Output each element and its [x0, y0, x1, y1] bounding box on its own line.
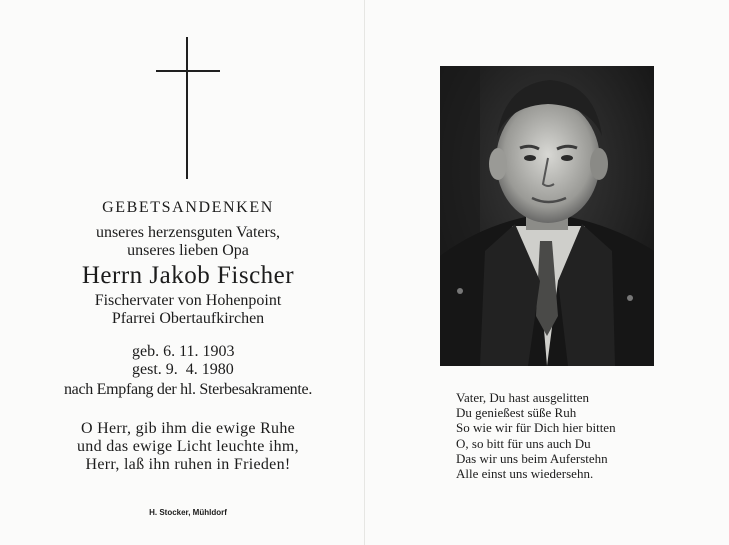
- deceased-name: Herrn Jakob Fischer: [81, 262, 295, 289]
- cross-icon: [156, 37, 220, 179]
- poem-line: So wie wir für Dich hier bitten: [456, 420, 616, 436]
- portrait-icon: [440, 66, 654, 366]
- left-panel: [20, 0, 356, 545]
- card-fold: [364, 0, 365, 545]
- prayer-line-2: und das ewige Licht leuchte ihm,: [77, 438, 299, 455]
- card-heading: GEBETSANDENKEN: [102, 199, 274, 216]
- poem-line: Das wir uns beim Auferstehn: [456, 450, 608, 466]
- subtitle-line-1: unseres herzensguten Vaters,: [95, 224, 281, 241]
- poem-line: Du genießest süße Ruh: [456, 405, 577, 421]
- prayer-line-1: O Herr, gib ihm die ewige Ruhe: [80, 420, 296, 437]
- death-date: gest. 9. 4. 1980: [132, 361, 234, 378]
- occupation: Fischervater von Hohenpoint: [94, 292, 282, 309]
- portrait-photo: [440, 66, 654, 366]
- poem-line: Vater, Du hast ausgelitten: [456, 390, 590, 405]
- poem-line: Alle einst uns wiedersehn.: [456, 466, 594, 482]
- parish: Pfarrei Obertaufkirchen: [111, 310, 265, 327]
- sacraments-line: nach Empfang der hl. Sterbesakramente.: [63, 381, 313, 398]
- poem-line: O, so bitt für uns auch Du: [456, 435, 591, 451]
- prayer-line-3: Herr, laß ihn ruhen in Frieden!: [85, 456, 291, 473]
- poem: [456, 390, 696, 481]
- birth-date: geb. 6. 11. 1903: [132, 343, 235, 360]
- printer-credit: H. Stocker, Mühldorf: [149, 508, 227, 517]
- subtitle-line-2: unseres lieben Opa: [127, 242, 249, 259]
